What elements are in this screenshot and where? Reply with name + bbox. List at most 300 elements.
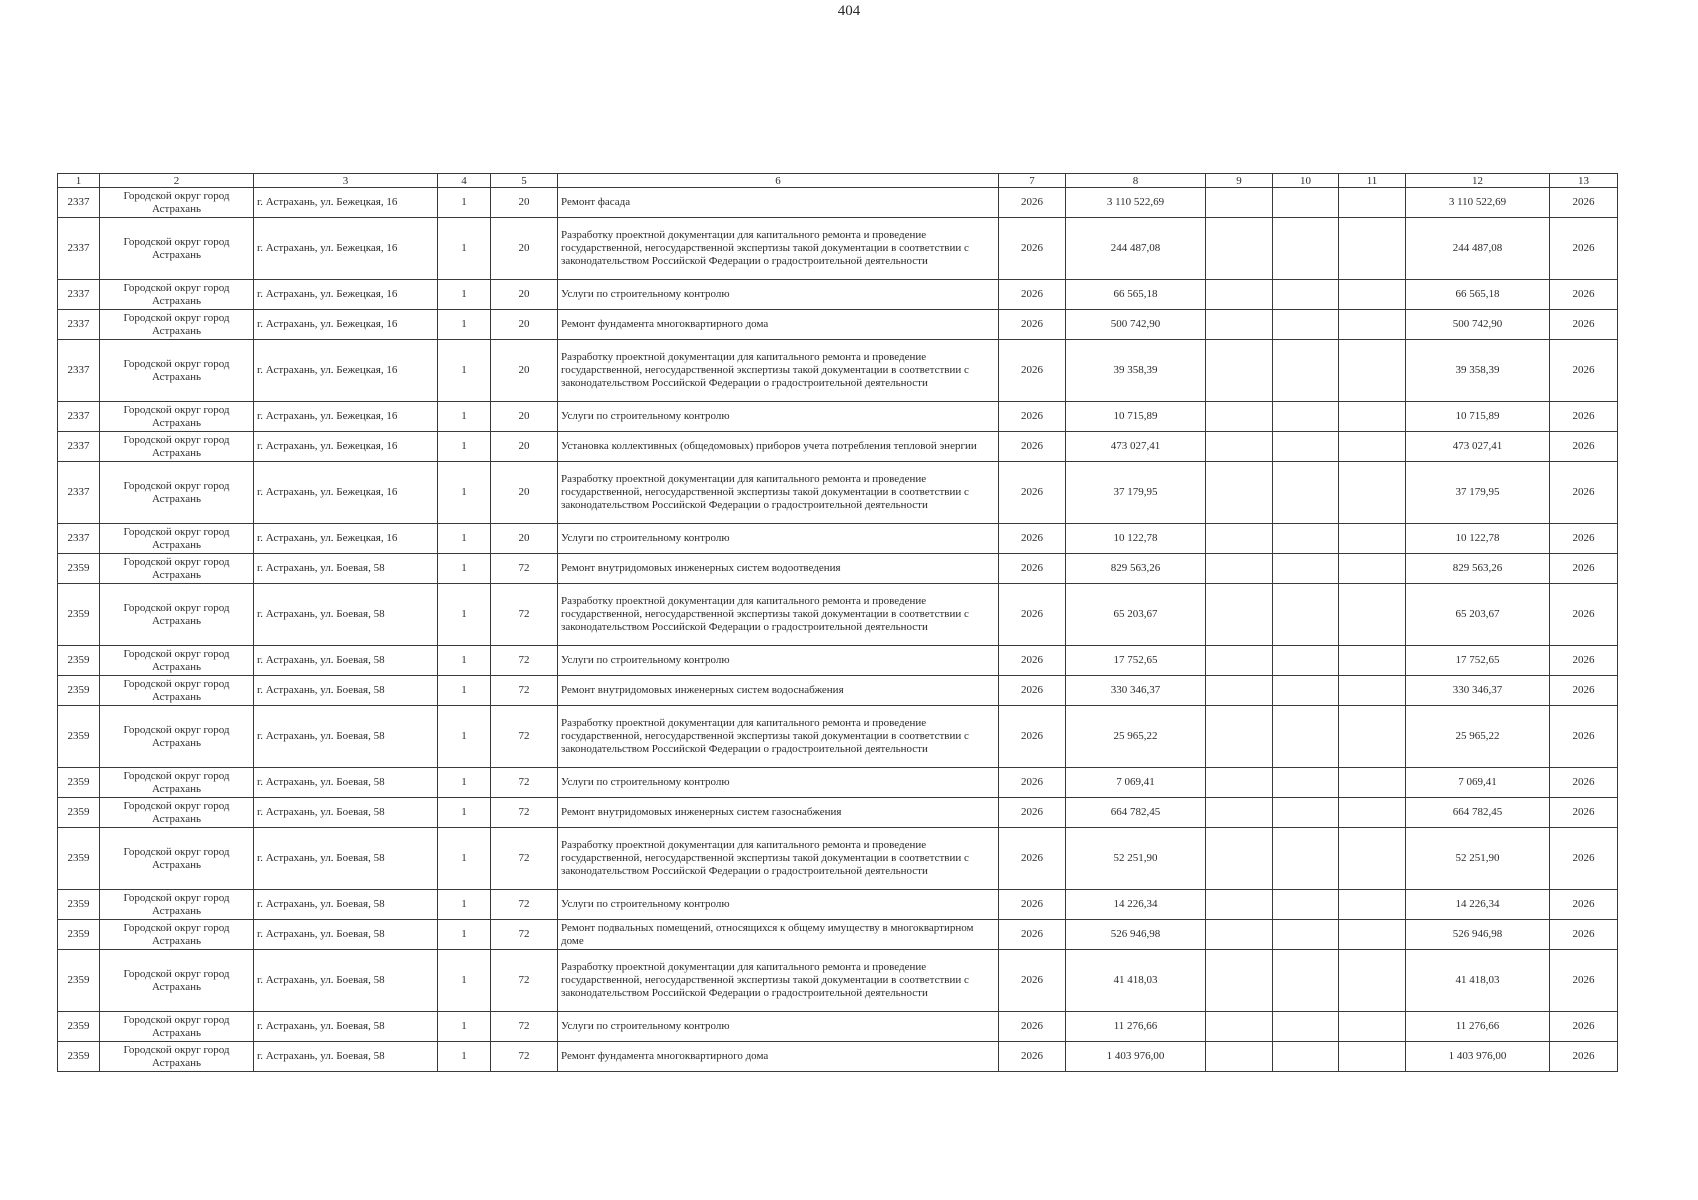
- table-row: [58, 402, 1618, 432]
- cell-col-5: 72: [491, 768, 558, 798]
- cell-municipality: Городской округ город Астрахань: [100, 524, 254, 554]
- cell-work-type: Разработку проектной документации для капитального ремонта и проведение государственной, негосударственной экспертизы такой документации в соответствии с законодательством Российской Федерации о градостроительной деятельности: [558, 340, 999, 402]
- cell-col-4: 1: [438, 218, 491, 280]
- cell-completion-year: 2026: [1550, 950, 1618, 1012]
- cell-col-9: [1206, 432, 1273, 462]
- cell-cost: 526 946,98: [1066, 920, 1206, 950]
- cell-municipality: Городской округ город Астрахань: [100, 340, 254, 402]
- cell-year: 2026: [999, 920, 1066, 950]
- cell-col-4: 1: [438, 646, 491, 676]
- cell-work-type: Ремонт внутридомовых инженерных систем газоснабжения: [558, 798, 999, 828]
- cell-col-9: [1206, 340, 1273, 402]
- cell-municipality: Городской округ город Астрахань: [100, 462, 254, 524]
- cell-col-10: [1273, 676, 1339, 706]
- cell-col-4: 1: [438, 890, 491, 920]
- cell-year: 2026: [999, 310, 1066, 340]
- cell-col-4: 1: [438, 1012, 491, 1042]
- cell-col-11: [1339, 676, 1406, 706]
- cell-col-4: 1: [438, 432, 491, 462]
- cell-row-number: 2359: [58, 584, 100, 646]
- column-header: 8: [1066, 174, 1206, 188]
- cell-col-11: [1339, 1012, 1406, 1042]
- cell-row-number: 2337: [58, 432, 100, 462]
- cell-col-4: 1: [438, 402, 491, 432]
- cell-total: 7 069,41: [1406, 768, 1550, 798]
- cell-year: 2026: [999, 584, 1066, 646]
- cell-year: 2026: [999, 218, 1066, 280]
- cell-col-5: 72: [491, 890, 558, 920]
- cell-work-type: Ремонт фундамента многоквартирного дома: [558, 1042, 999, 1072]
- page-number: 404: [837, 3, 861, 19]
- cell-cost: 3 110 522,69: [1066, 188, 1206, 218]
- cell-row-number: 2337: [58, 524, 100, 554]
- cell-year: 2026: [999, 402, 1066, 432]
- cell-municipality: Городской округ город Астрахань: [100, 1042, 254, 1072]
- cell-total: 500 742,90: [1406, 310, 1550, 340]
- cell-total: 3 110 522,69: [1406, 188, 1550, 218]
- cell-col-9: [1206, 554, 1273, 584]
- cell-total: 52 251,90: [1406, 828, 1550, 890]
- cell-col-9: [1206, 280, 1273, 310]
- cell-col-11: [1339, 432, 1406, 462]
- cell-address: г. Астрахань, ул. Боевая, 58: [254, 706, 438, 768]
- table-row: [58, 280, 1618, 310]
- cell-cost: 244 487,08: [1066, 218, 1206, 280]
- cell-col-9: [1206, 920, 1273, 950]
- cell-row-number: 2359: [58, 1012, 100, 1042]
- table-row: [58, 1042, 1618, 1072]
- cell-total: 10 122,78: [1406, 524, 1550, 554]
- cell-col-11: [1339, 768, 1406, 798]
- cell-col-11: [1339, 340, 1406, 402]
- cell-work-type: Ремонт фундамента многоквартирного дома: [558, 310, 999, 340]
- cell-address: г. Астрахань, ул. Боевая, 58: [254, 584, 438, 646]
- cell-col-5: 72: [491, 706, 558, 768]
- cell-row-number: 2359: [58, 706, 100, 768]
- cell-col-10: [1273, 280, 1339, 310]
- cell-completion-year: 2026: [1550, 340, 1618, 402]
- cell-municipality: Городской округ город Астрахань: [100, 798, 254, 828]
- column-header: 13: [1550, 174, 1618, 188]
- cell-col-11: [1339, 188, 1406, 218]
- cell-col-5: 72: [491, 1042, 558, 1072]
- cell-row-number: 2337: [58, 462, 100, 524]
- cell-col-5: 20: [491, 310, 558, 340]
- cell-cost: 7 069,41: [1066, 768, 1206, 798]
- cell-col-9: [1206, 798, 1273, 828]
- column-header: 11: [1339, 174, 1406, 188]
- cell-completion-year: 2026: [1550, 432, 1618, 462]
- cell-col-10: [1273, 1012, 1339, 1042]
- cell-row-number: 2337: [58, 188, 100, 218]
- cell-row-number: 2337: [58, 280, 100, 310]
- table-row: [58, 310, 1618, 340]
- cell-cost: 473 027,41: [1066, 432, 1206, 462]
- cell-total: 14 226,34: [1406, 890, 1550, 920]
- cell-col-5: 20: [491, 462, 558, 524]
- cell-total: 66 565,18: [1406, 280, 1550, 310]
- cell-work-type: Услуги по строительному контролю: [558, 768, 999, 798]
- cell-work-type: Разработку проектной документации для капитального ремонта и проведение государственной, негосударственной экспертизы такой документации в соответствии с законодательством Российской Федерации о градостроительной деятельности: [558, 462, 999, 524]
- cell-col-4: 1: [438, 706, 491, 768]
- cell-total: 330 346,37: [1406, 676, 1550, 706]
- cell-col-10: [1273, 768, 1339, 798]
- cell-col-11: [1339, 920, 1406, 950]
- cell-cost: 664 782,45: [1066, 798, 1206, 828]
- column-header: 3: [254, 174, 438, 188]
- cell-completion-year: 2026: [1550, 402, 1618, 432]
- cell-col-11: [1339, 524, 1406, 554]
- cell-year: 2026: [999, 340, 1066, 402]
- cell-col-9: [1206, 768, 1273, 798]
- cell-cost: 65 203,67: [1066, 584, 1206, 646]
- cell-work-type: Разработку проектной документации для капитального ремонта и проведение государственной, негосударственной экспертизы такой документации в соответствии с законодательством Российской Федерации о градостроительной деятельности: [558, 218, 999, 280]
- cell-completion-year: 2026: [1550, 310, 1618, 340]
- cell-cost: 11 276,66: [1066, 1012, 1206, 1042]
- cell-cost: 1 403 976,00: [1066, 1042, 1206, 1072]
- cell-address: г. Астрахань, ул. Бежецкая, 16: [254, 462, 438, 524]
- column-header: 5: [491, 174, 558, 188]
- table-row: [58, 798, 1618, 828]
- cell-col-11: [1339, 1042, 1406, 1072]
- cell-cost: 37 179,95: [1066, 462, 1206, 524]
- cell-municipality: Городской округ город Астрахань: [100, 310, 254, 340]
- table-row: [58, 768, 1618, 798]
- cell-col-10: [1273, 798, 1339, 828]
- cell-work-type: Разработку проектной документации для капитального ремонта и проведение государственной, негосударственной экспертизы такой документации в соответствии с законодательством Российской Федерации о градостроительной деятельности: [558, 950, 999, 1012]
- cell-col-5: 72: [491, 1012, 558, 1042]
- cell-cost: 10 715,89: [1066, 402, 1206, 432]
- cell-cost: 330 346,37: [1066, 676, 1206, 706]
- cell-completion-year: 2026: [1550, 646, 1618, 676]
- cell-municipality: Городской округ город Астрахань: [100, 920, 254, 950]
- cell-col-11: [1339, 646, 1406, 676]
- cell-col-9: [1206, 310, 1273, 340]
- cell-municipality: Городской округ город Астрахань: [100, 1012, 254, 1042]
- cell-total: 37 179,95: [1406, 462, 1550, 524]
- cell-col-10: [1273, 1042, 1339, 1072]
- cell-total: 244 487,08: [1406, 218, 1550, 280]
- cell-col-5: 72: [491, 676, 558, 706]
- cell-col-5: 72: [491, 798, 558, 828]
- cell-address: г. Астрахань, ул. Бежецкая, 16: [254, 524, 438, 554]
- column-header: 7: [999, 174, 1066, 188]
- cell-completion-year: 2026: [1550, 768, 1618, 798]
- cell-row-number: 2359: [58, 828, 100, 890]
- cell-total: 65 203,67: [1406, 584, 1550, 646]
- cell-work-type: Услуги по строительному контролю: [558, 524, 999, 554]
- cell-municipality: Городской округ город Астрахань: [100, 950, 254, 1012]
- cell-year: 2026: [999, 554, 1066, 584]
- cell-year: 2026: [999, 646, 1066, 676]
- cell-address: г. Астрахань, ул. Бежецкая, 16: [254, 402, 438, 432]
- cell-col-4: 1: [438, 828, 491, 890]
- cell-col-4: 1: [438, 920, 491, 950]
- cell-completion-year: 2026: [1550, 218, 1618, 280]
- cell-municipality: Городской округ город Астрахань: [100, 188, 254, 218]
- cell-row-number: 2337: [58, 218, 100, 280]
- cell-col-10: [1273, 188, 1339, 218]
- cell-total: 39 358,39: [1406, 340, 1550, 402]
- table-row: [58, 890, 1618, 920]
- cell-row-number: 2359: [58, 676, 100, 706]
- cell-completion-year: 2026: [1550, 280, 1618, 310]
- cell-col-4: 1: [438, 340, 491, 402]
- column-header: 9: [1206, 174, 1273, 188]
- cell-address: г. Астрахань, ул. Боевая, 58: [254, 1012, 438, 1042]
- table-row: [58, 920, 1618, 950]
- table-row: [58, 1012, 1618, 1042]
- cell-col-10: [1273, 218, 1339, 280]
- cell-cost: 52 251,90: [1066, 828, 1206, 890]
- header-row: [58, 174, 1618, 188]
- cell-col-9: [1206, 1012, 1273, 1042]
- cell-address: г. Астрахань, ул. Бежецкая, 16: [254, 340, 438, 402]
- cell-completion-year: 2026: [1550, 524, 1618, 554]
- cell-year: 2026: [999, 950, 1066, 1012]
- cell-col-9: [1206, 950, 1273, 1012]
- cell-municipality: Городской округ город Астрахань: [100, 646, 254, 676]
- cell-col-10: [1273, 920, 1339, 950]
- cell-col-10: [1273, 646, 1339, 676]
- cell-completion-year: 2026: [1550, 920, 1618, 950]
- cell-year: 2026: [999, 828, 1066, 890]
- cell-col-11: [1339, 310, 1406, 340]
- cell-col-11: [1339, 462, 1406, 524]
- cell-cost: 25 965,22: [1066, 706, 1206, 768]
- cell-address: г. Астрахань, ул. Бежецкая, 16: [254, 310, 438, 340]
- cell-col-5: 72: [491, 950, 558, 1012]
- cell-col-10: [1273, 462, 1339, 524]
- cell-col-4: 1: [438, 462, 491, 524]
- cell-col-4: 1: [438, 950, 491, 1012]
- column-header: 1: [58, 174, 100, 188]
- cell-work-type: Ремонт фасада: [558, 188, 999, 218]
- cell-col-10: [1273, 890, 1339, 920]
- cell-completion-year: 2026: [1550, 554, 1618, 584]
- cell-address: г. Астрахань, ул. Боевая, 58: [254, 646, 438, 676]
- cell-col-11: [1339, 584, 1406, 646]
- cell-col-10: [1273, 402, 1339, 432]
- cell-col-10: [1273, 706, 1339, 768]
- cell-col-5: 20: [491, 432, 558, 462]
- cell-completion-year: 2026: [1550, 890, 1618, 920]
- cell-municipality: Городской округ город Астрахань: [100, 768, 254, 798]
- cell-col-11: [1339, 828, 1406, 890]
- cell-cost: 41 418,03: [1066, 950, 1206, 1012]
- cell-work-type: Услуги по строительному контролю: [558, 646, 999, 676]
- column-header: 12: [1406, 174, 1550, 188]
- cell-col-4: 1: [438, 798, 491, 828]
- cell-work-type: Установка коллективных (общедомовых) приборов учета потребления тепловой энергии: [558, 432, 999, 462]
- cell-col-4: 1: [438, 524, 491, 554]
- cell-year: 2026: [999, 462, 1066, 524]
- cell-col-4: 1: [438, 584, 491, 646]
- capital-repair-table: [57, 173, 1618, 1072]
- cell-col-9: [1206, 676, 1273, 706]
- cell-year: 2026: [999, 676, 1066, 706]
- cell-completion-year: 2026: [1550, 706, 1618, 768]
- cell-municipality: Городской округ город Астрахань: [100, 706, 254, 768]
- cell-col-9: [1206, 646, 1273, 676]
- cell-col-9: [1206, 584, 1273, 646]
- cell-col-9: [1206, 524, 1273, 554]
- cell-col-11: [1339, 890, 1406, 920]
- cell-row-number: 2359: [58, 920, 100, 950]
- cell-year: 2026: [999, 798, 1066, 828]
- cell-work-type: Разработку проектной документации для капитального ремонта и проведение государственной, негосударственной экспертизы такой документации в соответствии с законодательством Российской Федерации о градостроительной деятельности: [558, 584, 999, 646]
- table-row: [58, 340, 1618, 402]
- cell-col-4: 1: [438, 676, 491, 706]
- cell-col-5: 72: [491, 554, 558, 584]
- cell-col-4: 1: [438, 310, 491, 340]
- cell-year: 2026: [999, 890, 1066, 920]
- cell-completion-year: 2026: [1550, 676, 1618, 706]
- cell-address: г. Астрахань, ул. Бежецкая, 16: [254, 280, 438, 310]
- cell-year: 2026: [999, 524, 1066, 554]
- cell-completion-year: 2026: [1550, 188, 1618, 218]
- table-row: [58, 554, 1618, 584]
- column-header: 10: [1273, 174, 1339, 188]
- cell-address: г. Астрахань, ул. Боевая, 58: [254, 676, 438, 706]
- cell-col-5: 72: [491, 828, 558, 890]
- cell-col-10: [1273, 554, 1339, 584]
- cell-col-9: [1206, 1042, 1273, 1072]
- cell-col-5: 72: [491, 646, 558, 676]
- cell-address: г. Астрахань, ул. Боевая, 58: [254, 950, 438, 1012]
- cell-year: 2026: [999, 706, 1066, 768]
- cell-municipality: Городской округ город Астрахань: [100, 584, 254, 646]
- cell-total: 664 782,45: [1406, 798, 1550, 828]
- cell-col-4: 1: [438, 188, 491, 218]
- cell-address: г. Астрахань, ул. Боевая, 58: [254, 554, 438, 584]
- cell-col-11: [1339, 218, 1406, 280]
- cell-col-5: 20: [491, 218, 558, 280]
- table-row: [58, 218, 1618, 280]
- cell-col-10: [1273, 524, 1339, 554]
- cell-work-type: Разработку проектной документации для капитального ремонта и проведение государственной, негосударственной экспертизы такой документации в соответствии с законодательством Российской Федерации о градостроительной деятельности: [558, 828, 999, 890]
- cell-work-type: Услуги по строительному контролю: [558, 402, 999, 432]
- table-row: [58, 828, 1618, 890]
- cell-year: 2026: [999, 1012, 1066, 1042]
- cell-total: 17 752,65: [1406, 646, 1550, 676]
- cell-municipality: Городской округ город Астрахань: [100, 554, 254, 584]
- cell-address: г. Астрахань, ул. Боевая, 58: [254, 1042, 438, 1072]
- cell-col-9: [1206, 828, 1273, 890]
- cell-total: 1 403 976,00: [1406, 1042, 1550, 1072]
- column-header: 2: [100, 174, 254, 188]
- cell-work-type: Услуги по строительному контролю: [558, 280, 999, 310]
- cell-col-9: [1206, 890, 1273, 920]
- cell-col-11: [1339, 950, 1406, 1012]
- cell-address: г. Астрахань, ул. Боевая, 58: [254, 768, 438, 798]
- cell-completion-year: 2026: [1550, 828, 1618, 890]
- cell-municipality: Городской округ город Астрахань: [100, 890, 254, 920]
- table-row: [58, 706, 1618, 768]
- cell-cost: 66 565,18: [1066, 280, 1206, 310]
- cell-col-4: 1: [438, 554, 491, 584]
- cell-col-10: [1273, 828, 1339, 890]
- cell-col-11: [1339, 706, 1406, 768]
- cell-address: г. Астрахань, ул. Боевая, 58: [254, 828, 438, 890]
- cell-total: 526 946,98: [1406, 920, 1550, 950]
- cell-row-number: 2337: [58, 310, 100, 340]
- cell-work-type: Ремонт внутридомовых инженерных систем водоотведения: [558, 554, 999, 584]
- cell-total: 10 715,89: [1406, 402, 1550, 432]
- cell-row-number: 2337: [58, 340, 100, 402]
- table-body: [58, 188, 1618, 1072]
- cell-col-5: 20: [491, 402, 558, 432]
- cell-col-10: [1273, 950, 1339, 1012]
- cell-col-9: [1206, 188, 1273, 218]
- cell-completion-year: 2026: [1550, 584, 1618, 646]
- cell-work-type: Услуги по строительному контролю: [558, 1012, 999, 1042]
- cell-col-9: [1206, 402, 1273, 432]
- cell-address: г. Астрахань, ул. Бежецкая, 16: [254, 432, 438, 462]
- cell-municipality: Городской округ город Астрахань: [100, 676, 254, 706]
- cell-row-number: 2359: [58, 890, 100, 920]
- cell-col-11: [1339, 280, 1406, 310]
- cell-col-9: [1206, 706, 1273, 768]
- table-row: [58, 524, 1618, 554]
- cell-col-5: 20: [491, 188, 558, 218]
- table-row: [58, 646, 1618, 676]
- cell-col-11: [1339, 798, 1406, 828]
- cell-work-type: Услуги по строительному контролю: [558, 890, 999, 920]
- cell-col-5: 20: [491, 340, 558, 402]
- cell-col-5: 20: [491, 280, 558, 310]
- cell-cost: 39 358,39: [1066, 340, 1206, 402]
- cell-col-10: [1273, 584, 1339, 646]
- cell-cost: 500 742,90: [1066, 310, 1206, 340]
- cell-col-5: 72: [491, 584, 558, 646]
- table-row: [58, 676, 1618, 706]
- cell-row-number: 2359: [58, 554, 100, 584]
- cell-total: 41 418,03: [1406, 950, 1550, 1012]
- cell-col-4: 1: [438, 280, 491, 310]
- cell-col-5: 20: [491, 524, 558, 554]
- cell-year: 2026: [999, 1042, 1066, 1072]
- cell-address: г. Астрахань, ул. Бежецкая, 16: [254, 188, 438, 218]
- cell-year: 2026: [999, 768, 1066, 798]
- cell-completion-year: 2026: [1550, 1012, 1618, 1042]
- column-header: 4: [438, 174, 491, 188]
- cell-completion-year: 2026: [1550, 1042, 1618, 1072]
- cell-completion-year: 2026: [1550, 798, 1618, 828]
- cell-work-type: Разработку проектной документации для капитального ремонта и проведение государственной, негосударственной экспертизы такой документации в соответствии с законодательством Российской Федерации о градостроительной деятельности: [558, 706, 999, 768]
- cell-col-9: [1206, 218, 1273, 280]
- cell-row-number: 2359: [58, 1042, 100, 1072]
- column-header: 6: [558, 174, 999, 188]
- cell-address: г. Астрахань, ул. Боевая, 58: [254, 798, 438, 828]
- table-row: [58, 188, 1618, 218]
- cell-municipality: Городской округ город Астрахань: [100, 218, 254, 280]
- cell-col-10: [1273, 432, 1339, 462]
- cell-year: 2026: [999, 432, 1066, 462]
- cell-address: г. Астрахань, ул. Бежецкая, 16: [254, 218, 438, 280]
- cell-cost: 17 752,65: [1066, 646, 1206, 676]
- table-row: [58, 462, 1618, 524]
- cell-completion-year: 2026: [1550, 462, 1618, 524]
- cell-row-number: 2359: [58, 950, 100, 1012]
- cell-year: 2026: [999, 280, 1066, 310]
- cell-address: г. Астрахань, ул. Боевая, 58: [254, 920, 438, 950]
- cell-col-11: [1339, 402, 1406, 432]
- cell-municipality: Городской округ город Астрахань: [100, 402, 254, 432]
- cell-total: 25 965,22: [1406, 706, 1550, 768]
- cell-year: 2026: [999, 188, 1066, 218]
- cell-col-10: [1273, 340, 1339, 402]
